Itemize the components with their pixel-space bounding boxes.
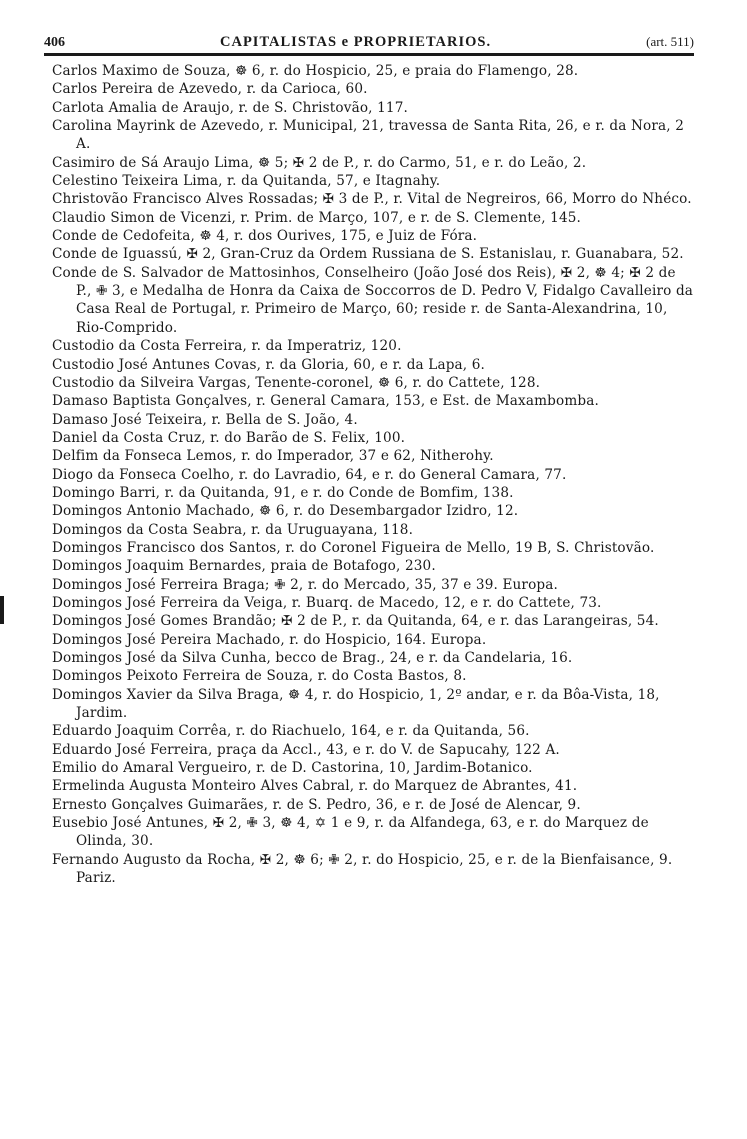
list-item: Custodio da Costa Ferreira, r. da Imperatriz, 120. [52,338,402,355]
list-item: Domingos José Ferreira da Veiga, r. Buarq. de Macedo, 12, e r. do Cattete, 73. [52,594,602,611]
list-item: Conde de Iguassú, ✠ 2, Gran-Cruz da Ordem Russiana de S. Estanislau, r. Guanabara, 52. [52,246,684,263]
page-number: 406 [44,35,65,50]
list-item: Domingos Peixoto Ferreira de Souza, r. do Costa Bastos, 8. [52,668,467,685]
list-item: Emilio do Amaral Vergueiro, r. de D. Castorina, 10, Jardim-Botanico. [52,760,533,777]
list-item: Conde de S. Salvador de Mattosinhos, Conselheiro (João José dos Reis), ✠ 2, ☸ 4; ✠ 2 de P., ✙ 3, e Medalha de Honra da Caixa de Soccorros de D. Pedro V, Fidalgo Cavalleiro da Casa Real de Portugal, r. Primeiro de Março, 60; reside r. de Santa-Alexandrina, 10, Rio-Comprido. [52,264,694,336]
list-item: Ermelinda Augusta Monteiro Alves Cabral, r. do Marquez de Abrantes, 41. [52,778,578,795]
list-item: Delfim da Fonseca Lemos, r. do Imperador, 37 e 62, Nitherohy. [52,448,494,465]
list-item: Carlos Pereira de Azevedo, r. da Carioca, 60. [52,81,368,98]
list-item: Domingos José da Silva Cunha, becco de Brag., 24, e r. da Candelaria, 16. [52,650,573,666]
list-item: Eusebio José Antunes, ✠ 2, ✙ 3, ☸ 4, ✡ 1 e 9, r. da Alfandega, 63, e r. do Marquez de Olinda, 30. [52,815,649,850]
list-item: Domingos Francisco dos Santos, r. do Coronel Figueira de Mello, 19 B, S. Christovão. [52,539,655,556]
list-item: Casimiro de Sá Araujo Lima, ☸ 5; ✠ 2 de P., r. do Carmo, 51, e r. do Leão, 2. [52,154,587,171]
list-item: Carlos Maximo de Souza, ☸ 6, r. do Hospicio, 25, e praia do Flamengo, 28. [52,63,579,79]
list-item: Carlota Amalia de Araujo, r. de S. Christovão, 117. [52,99,408,116]
list-item: Diogo da Fonseca Coelho, r. do Lavradio, 64, e r. do General Camara, 77. [52,466,567,483]
list-item: Domingos José Ferreira Braga; ✙ 2, r. do Mercado, 35, 37 e 39. Europa. [52,576,558,593]
page-header [44,34,694,56]
directory-page [44,34,694,887]
list-item: Domingos Antonio Machado, ☸ 6, r. do Desembargador Izidro, 12. [52,503,519,520]
list-item: Damaso José Teixeira, r. Bella de S. João, 4. [52,411,358,428]
list-item: Domingos da Costa Seabra, r. da Uruguayana, 118. [52,521,414,538]
list-item: Eduardo Joaquim Corrêa, r. do Riachuelo, 164, e r. da Quitanda, 56. [52,723,530,740]
list-item: Domingos José Pereira Machado, r. do Hospicio, 164. Europa. [52,631,487,648]
list-item: Damaso Baptista Gonçalves, r. General Camara, 153, e Est. de Maxambomba. [52,393,599,410]
page-edge-mark [0,596,4,624]
list-item: Custodio da Silveira Vargas, Tenente-coronel, ☸ 6, r. do Cattete, 128. [52,374,541,391]
section-reference: (art. 511) [646,34,694,49]
list-item: Daniel da Costa Cruz, r. do Barão de S. Felix, 100. [52,429,406,446]
list-item: Christovão Francisco Alves Rossadas; ✠ 3 de P., r. Vital de Negreiros, 66, Morro do Nhéco. [52,191,692,208]
entry-list [44,62,694,887]
list-item: Fernando Augusto da Rocha, ✠ 2, ☸ 6; ✙ 2, r. do Hospicio, 25, e r. de la Bienfaisance, 9. Pariz. [52,851,673,887]
list-item: Eduardo José Ferreira, praça da Accl., 43, e r. do V. de Sapucahy, 122 A. [52,741,560,758]
list-item: Custodio José Antunes Covas, r. da Gloria, 60, e r. da Lapa, 6. [52,356,486,373]
page-title: CAPITALISTAS e PROPRIETARIOS. [220,34,492,50]
list-item: Conde de Cedofeita, ☸ 4, r. dos Ourives, 175, e Juiz de Fóra. [52,228,478,245]
list-item: Claudio Simon de Vicenzi, r. Prim. de Março, 107, e r. de S. Clemente, 145. [52,209,582,226]
list-item: Celestino Teixeira Lima, r. da Quitanda, 57, e Itagnahy. [52,173,441,190]
list-item: Carolina Mayrink de Azevedo, r. Municipal, 21, travessa de Santa Rita, 26, e r. da Nora, 2 A. [52,118,685,153]
list-item: Domingos Joaquim Bernardes, praia de Botafogo, 230. [52,558,436,575]
list-item: Domingo Barri, r. da Quitanda, 91, e r. do Conde de Bomfim, 138. [52,484,514,501]
list-item: Domingos José Gomes Brandão; ✠ 2 de P., r. da Quitanda, 64, e r. das Larangeiras, 54. [52,613,659,630]
list-item: Ernesto Gonçalves Guimarães, r. de S. Pedro, 36, e r. de José de Alencar, 9. [52,796,581,813]
list-item: Domingos Xavier da Silva Braga, ☸ 4, r. do Hospicio, 1, 2º andar, e r. da Bôa-Vista, 18, Jardim. [52,686,660,722]
